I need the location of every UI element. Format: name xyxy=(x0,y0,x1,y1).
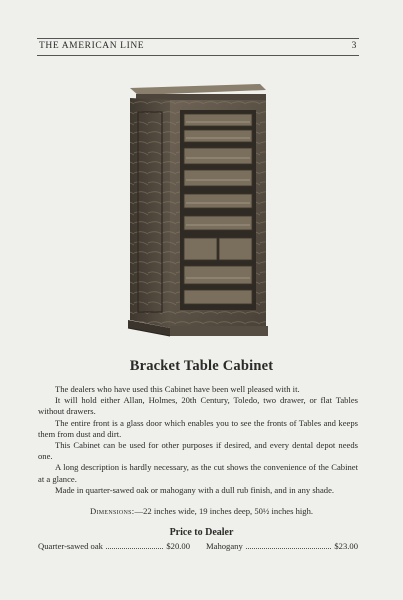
paragraph: Made in quarter-sawed oak or mahogany with a dull rub finish, and in any shade. xyxy=(55,484,335,495)
running-title: THE AMERICAN LINE xyxy=(39,41,145,51)
price-item-mahogany xyxy=(206,541,358,551)
price-value: $20.00 xyxy=(166,541,190,551)
price-name: Mahogany xyxy=(206,541,243,551)
dot-leader xyxy=(106,548,163,549)
paragraph: A long description is hardly necessary, as the cut shows the convenience of the Cabinet at a glance. xyxy=(38,462,358,484)
page-title: Bracket Table Cabinet xyxy=(129,358,274,374)
dimensions-text: —22 inches wide, 19 inches deep, 50½ inches high. xyxy=(134,506,314,516)
cabinet-illustration xyxy=(120,78,280,343)
dimensions-label: Dimensions: xyxy=(89,506,135,516)
price-value: $23.00 xyxy=(334,541,358,551)
dot-leader xyxy=(246,548,332,549)
description xyxy=(38,384,358,496)
page-number: 3 xyxy=(351,41,357,51)
price-item-oak xyxy=(38,541,206,551)
paragraph: It will hold either Allan, Holmes, 20th Century, Toledo, two drawer, or flat Tables without drawers. xyxy=(38,395,358,417)
price-list xyxy=(38,541,358,551)
running-header xyxy=(37,38,359,56)
paragraph: This Cabinet can be used for other purposes if desired, and every dental depot needs one. xyxy=(38,440,358,462)
price-heading: Price to Dealer xyxy=(169,527,234,538)
dimensions-line xyxy=(0,506,403,516)
price-name: Quarter-sawed oak xyxy=(38,541,103,551)
paragraph: The entire front is a glass door which enables you to see the fronts of Tables and keeps them from dust and dirt. xyxy=(38,417,358,439)
paragraph: The dealers who have used this Cabinet have been well pleased with it. xyxy=(55,384,300,394)
